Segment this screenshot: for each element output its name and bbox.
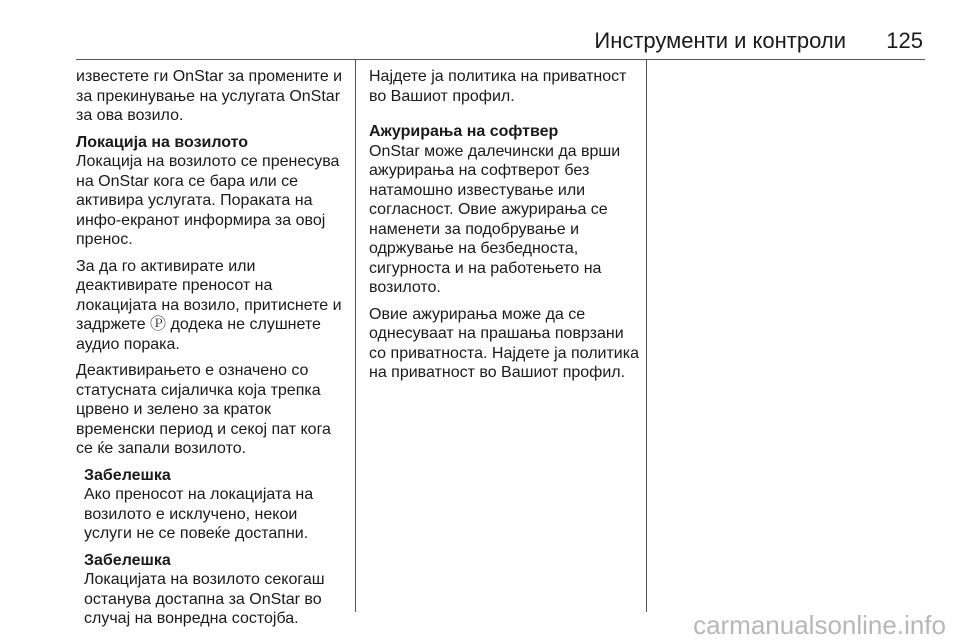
activation-paragraph [76, 257, 344, 355]
note-text: Локацијата на возилото секогаш останува достапна за OnStar во случај на вонредна состојба. [84, 571, 325, 627]
column-divider-right [646, 60, 647, 612]
page-number: 125 [886, 28, 923, 53]
header-divider [76, 59, 925, 60]
privacy-updates-paragraph: Овие ажурирања може да се однесуваат на прашања поврзани со приватноста. Најдете ја политика на приватност во Вашиот профил. [369, 305, 639, 381]
activation-text-before: За да го активирате или деактивирате преносот на локацијата на возило, притиснете и задржете [76, 257, 342, 333]
note-text: Ако преносот на локацијата на возилото е исклучено, некои услуги не се повеќе достапни. [84, 486, 314, 542]
note-block-1 [84, 466, 344, 544]
activation-text-after: додека не слушнете аудио порака. [76, 316, 321, 353]
software-update-paragraph: OnStar може далечински да врши ажурирања на софтверот без натамошно известување или согласност. Овие ажурирања се наменети за подобрување и одржување на безбедноста, сигурноста и на работењето на возилото. [369, 142, 621, 296]
section-heading-vehicle-location: Локација на возилото [76, 133, 249, 151]
note-block-2 [84, 551, 344, 629]
text-column-middle [369, 67, 641, 390]
column-divider-left [355, 60, 356, 612]
chapter-title: Инструменти и контроли [594, 28, 846, 53]
section-heading-software-updates: Ажурирања на софтвер [369, 123, 559, 140]
intro-paragraph: известете ги OnStar за промените и за прекинувањe на услугата OnStar за ова возило. [76, 68, 343, 124]
privacy-button-icon: Ⓟ [150, 316, 167, 333]
note-heading: Забелешка [84, 551, 171, 569]
privacy-policy-paragraph: Најдете ја политика на приватност во Вашиот профил. [369, 68, 627, 105]
page-header [0, 0, 960, 60]
watermark-text: carmanualsonline.info [693, 610, 946, 640]
deactivation-paragraph: Деактивирањето е означено со статусната сијаличка која трепка црвено и зелено за краток временски период и секој пат кога се ќе запали возилото. [76, 362, 331, 457]
text-column-left [76, 67, 344, 636]
note-heading: Забелешка [84, 466, 171, 484]
location-paragraph: Локација на возилото се пренесува на OnStar кога се бара или се активира услугата. Пораката на инфо-екранот информира за овој пренос. [76, 153, 340, 248]
